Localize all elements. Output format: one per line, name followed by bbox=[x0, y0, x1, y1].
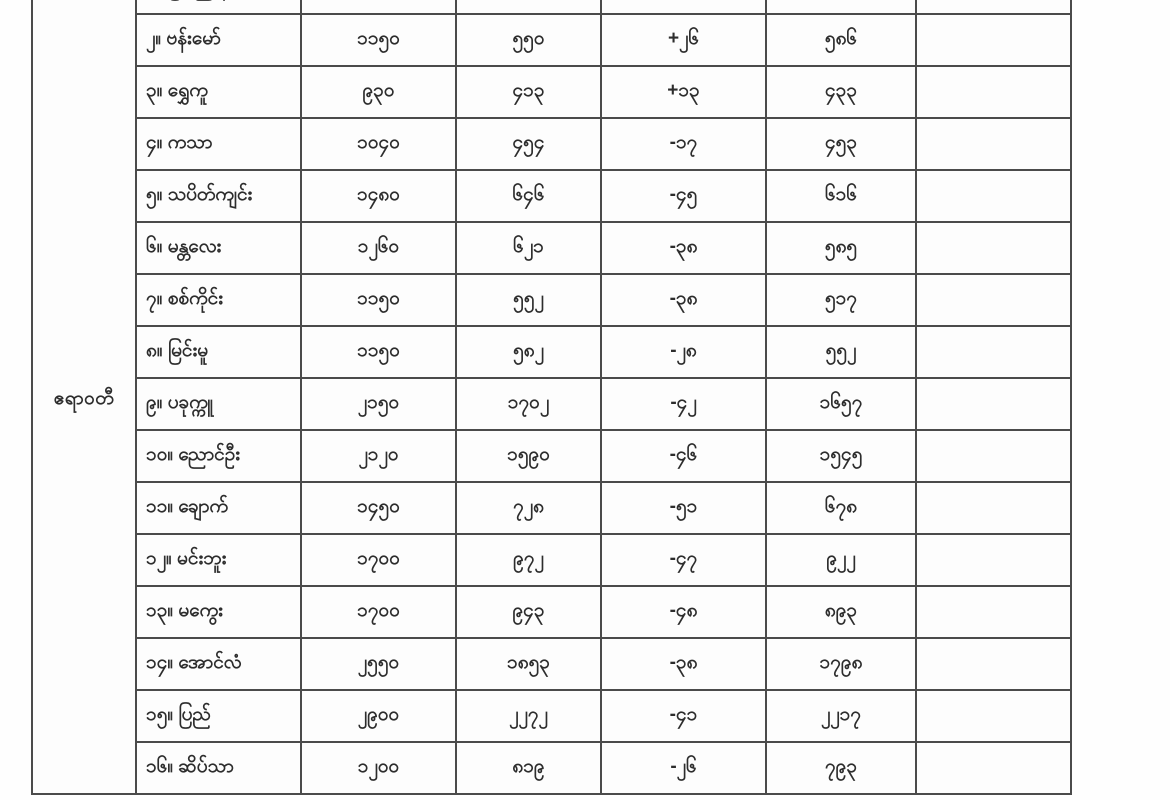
water-level-cell: ၂၂၇၂ bbox=[456, 690, 601, 742]
change-cell: +၁၃ bbox=[601, 66, 766, 118]
town-name-cell: ၉။ ပခုက္ကူ bbox=[136, 378, 301, 430]
empty-cell bbox=[916, 118, 1071, 170]
empty-cell bbox=[916, 326, 1071, 378]
danger-level-cell: ၁၇၀၀ bbox=[301, 534, 456, 586]
water-level-cell: ၁၈၅၃ bbox=[456, 638, 601, 690]
danger-level-cell: ၁၁၅၀ bbox=[301, 14, 456, 66]
forecast-cell: ၉၂၂ bbox=[766, 534, 916, 586]
table-row bbox=[32, 0, 1071, 14]
empty-cell bbox=[916, 586, 1071, 638]
forecast-cell: ၁၇၉၈ bbox=[766, 638, 916, 690]
danger-level-cell: ၉၃၀ bbox=[301, 66, 456, 118]
town-name-cell: ၄။ ကသာ bbox=[136, 118, 301, 170]
forecast-cell: ၅၈၆ bbox=[766, 14, 916, 66]
town-name-cell: ၁၃။ မကွေး bbox=[136, 586, 301, 638]
danger-level-cell bbox=[301, 0, 456, 14]
empty-cell bbox=[916, 742, 1071, 794]
table-body bbox=[32, 0, 1071, 794]
change-cell: -၄၇ bbox=[601, 534, 766, 586]
water-level-cell: ၈၁၉ bbox=[456, 742, 601, 794]
table-row bbox=[32, 638, 1071, 690]
water-level-cell: ၁၅၉၀ bbox=[456, 430, 601, 482]
empty-cell bbox=[916, 222, 1071, 274]
river-water-level-table bbox=[31, 0, 1072, 795]
forecast-cell: ၁၅၄၅ bbox=[766, 430, 916, 482]
empty-cell bbox=[916, 690, 1071, 742]
forecast-cell: ၆၁၆ bbox=[766, 170, 916, 222]
town-name-cell: ၂။ ဗန်းမော် bbox=[136, 14, 301, 66]
town-name-cell bbox=[136, 0, 301, 14]
table-row bbox=[32, 690, 1071, 742]
forecast-cell: ၄၅၃ bbox=[766, 118, 916, 170]
town-name-cell: ၁၂။ မင်းဘူး bbox=[136, 534, 301, 586]
table-row bbox=[32, 326, 1071, 378]
change-cell: -၂၈ bbox=[601, 326, 766, 378]
table-row bbox=[32, 274, 1071, 326]
region-label-cell: ဧရာဝတီ bbox=[32, 0, 136, 794]
danger-level-cell: ၂၅၅၀ bbox=[301, 638, 456, 690]
danger-level-cell: ၁၂၀၀ bbox=[301, 742, 456, 794]
water-level-cell: ၉၄၃ bbox=[456, 586, 601, 638]
town-name-cell: ၁၆။ ဆိပ်သာ bbox=[136, 742, 301, 794]
town-name-cell: ၁၁။ ချောက် bbox=[136, 482, 301, 534]
empty-cell bbox=[916, 170, 1071, 222]
forecast-cell: ၄၃၃ bbox=[766, 66, 916, 118]
table-row bbox=[32, 586, 1071, 638]
danger-level-cell: ၁၄၅၀ bbox=[301, 482, 456, 534]
empty-cell bbox=[916, 430, 1071, 482]
empty-cell bbox=[916, 534, 1071, 586]
water-level-cell: ၄၁၃ bbox=[456, 66, 601, 118]
table-row bbox=[32, 118, 1071, 170]
town-name-cell: ၃။ ရွှေကူ bbox=[136, 66, 301, 118]
table-row bbox=[32, 170, 1071, 222]
danger-level-cell: ၂၁၂၀ bbox=[301, 430, 456, 482]
water-level-cell: ၁၇၀၂ bbox=[456, 378, 601, 430]
empty-cell bbox=[916, 482, 1071, 534]
change-cell: -၄၈ bbox=[601, 586, 766, 638]
town-name-cell: ၁၄။ အောင်လံ bbox=[136, 638, 301, 690]
table-row bbox=[32, 378, 1071, 430]
change-cell bbox=[601, 0, 766, 14]
forecast-cell: ၈၉၃ bbox=[766, 586, 916, 638]
danger-level-cell: ၁၀၄၀ bbox=[301, 118, 456, 170]
change-cell: -၃၈ bbox=[601, 222, 766, 274]
table-row bbox=[32, 534, 1071, 586]
change-cell: -၄၂ bbox=[601, 378, 766, 430]
danger-level-cell: ၁၄၈၀ bbox=[301, 170, 456, 222]
town-name-cell: ၇။ စစ်ကိုင်း bbox=[136, 274, 301, 326]
danger-level-cell: ၁၁၅၀ bbox=[301, 274, 456, 326]
danger-level-cell: ၂၉၀၀ bbox=[301, 690, 456, 742]
change-cell: -၃၈ bbox=[601, 274, 766, 326]
forecast-cell: ၂၂၁၇ bbox=[766, 690, 916, 742]
table-row bbox=[32, 742, 1071, 794]
change-cell: +၂၆ bbox=[601, 14, 766, 66]
danger-level-cell: ၁၁၅၀ bbox=[301, 326, 456, 378]
empty-cell bbox=[916, 0, 1071, 14]
empty-cell bbox=[916, 378, 1071, 430]
forecast-cell: ၆၇၈ bbox=[766, 482, 916, 534]
change-cell: -၄၁ bbox=[601, 690, 766, 742]
change-cell: -၄၅ bbox=[601, 170, 766, 222]
change-cell: -၄၆ bbox=[601, 430, 766, 482]
town-name-cell: ၈။ မြင်းမူ bbox=[136, 326, 301, 378]
town-name-cell: ၅။ သပိတ်ကျင်း bbox=[136, 170, 301, 222]
change-cell: -၂၆ bbox=[601, 742, 766, 794]
forecast-cell: ၅၅၂ bbox=[766, 326, 916, 378]
table-row bbox=[32, 430, 1071, 482]
table-row bbox=[32, 482, 1071, 534]
water-level-cell: ၆၂၁ bbox=[456, 222, 601, 274]
water-level-cell: ၇၂၈ bbox=[456, 482, 601, 534]
danger-level-cell: ၂၁၅၀ bbox=[301, 378, 456, 430]
town-name-cell: ၁၅။ ပြည် bbox=[136, 690, 301, 742]
water-level-cell: ၅၈၂ bbox=[456, 326, 601, 378]
water-level-cell: ၅၅၂ bbox=[456, 274, 601, 326]
empty-cell bbox=[916, 638, 1071, 690]
forecast-cell: ၅၈၅ bbox=[766, 222, 916, 274]
change-cell: -၃၈ bbox=[601, 638, 766, 690]
water-level-cell: ၄၅၄ bbox=[456, 118, 601, 170]
forecast-cell: ၅၁၇ bbox=[766, 274, 916, 326]
danger-level-cell: ၁၂၆၀ bbox=[301, 222, 456, 274]
forecast-cell: ၇၉၃ bbox=[766, 742, 916, 794]
scanned-page bbox=[31, 0, 1072, 800]
water-level-cell: ၆၄၆ bbox=[456, 170, 601, 222]
table-row bbox=[32, 222, 1071, 274]
water-level-cell: ၉၇၂ bbox=[456, 534, 601, 586]
empty-cell bbox=[916, 66, 1071, 118]
empty-cell bbox=[916, 274, 1071, 326]
town-name-cell: ၁၀။ ညောင်ဦး bbox=[136, 430, 301, 482]
water-level-cell bbox=[456, 0, 601, 14]
table-row bbox=[32, 14, 1071, 66]
town-name-cell: ၆။ မန္တလေး bbox=[136, 222, 301, 274]
table-row bbox=[32, 66, 1071, 118]
change-cell: -၁၇ bbox=[601, 118, 766, 170]
forecast-cell: ၁၆၅၇ bbox=[766, 378, 916, 430]
forecast-cell bbox=[766, 0, 916, 14]
water-level-cell: ၅၅၀ bbox=[456, 14, 601, 66]
empty-cell bbox=[916, 14, 1071, 66]
change-cell: -၅၁ bbox=[601, 482, 766, 534]
danger-level-cell: ၁၇၀၀ bbox=[301, 586, 456, 638]
